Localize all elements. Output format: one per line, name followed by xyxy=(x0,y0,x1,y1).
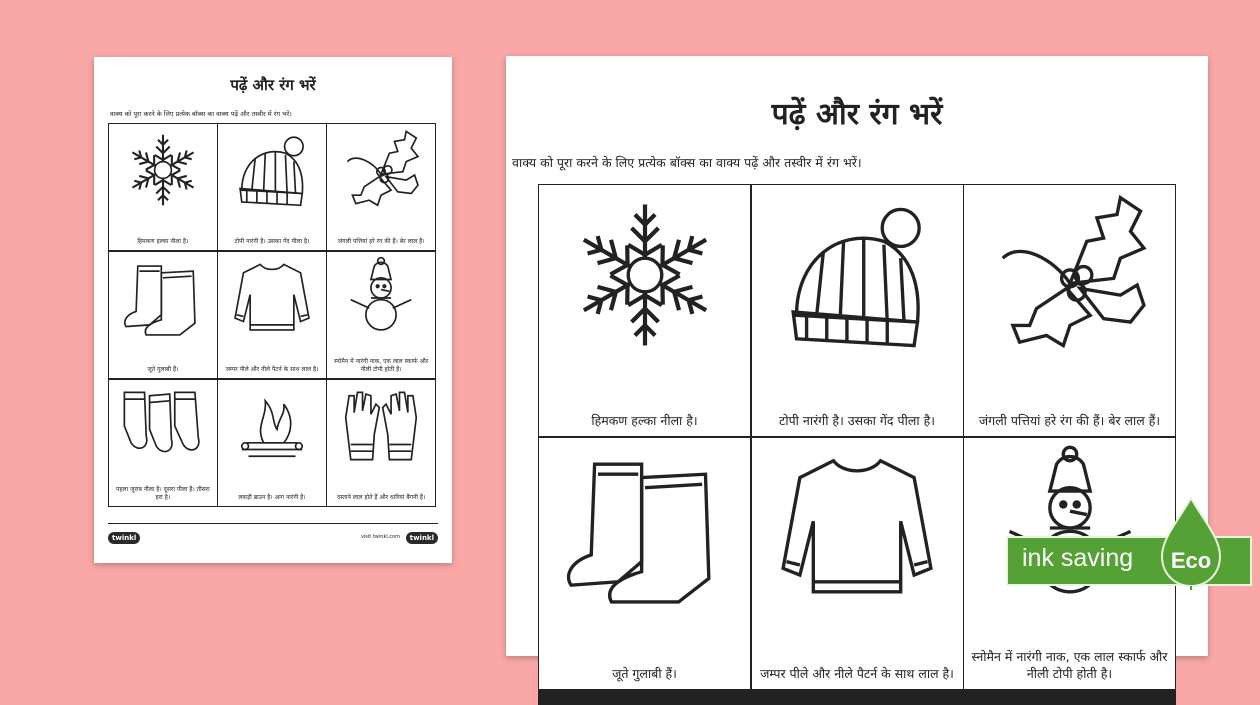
sweater-icon xyxy=(228,256,316,340)
cell-caption: स्नोमैन में नारंगी नाक, एक लाल स्कार्फ और नीली टोपी होती है। xyxy=(971,648,1168,681)
cell-caption: लकड़ी ब्राउन है। आग नारंगी है। xyxy=(238,493,306,501)
cell-caption: जम्पर पीले और नीले पैटर्न के साथ लाल है। xyxy=(760,665,954,681)
ink-saving-badge xyxy=(1006,496,1256,590)
grid-cell-large xyxy=(539,185,750,436)
cell-caption: हिमकण हल्का नीला है। xyxy=(591,413,698,429)
cell-caption: जंगली पत्तियां हरे रंग की हैं। बेर लाल हैं। xyxy=(337,238,425,246)
sweater-icon xyxy=(772,444,942,612)
footer-url: visit twinkl.com xyxy=(360,534,400,540)
grid-cell xyxy=(218,380,326,506)
twinkl-logo: twinkl xyxy=(108,532,140,544)
stockings-icon xyxy=(119,384,207,468)
worksheet-title-large: पढ़ें और रंग भरें xyxy=(771,97,943,132)
worksheet-footer xyxy=(108,523,438,554)
knit-hat-icon xyxy=(228,128,316,212)
fire-icon xyxy=(228,384,316,468)
grid-cell-large xyxy=(539,438,750,689)
twinkl-logo-right: twinkl xyxy=(406,532,438,544)
grid-cell xyxy=(327,124,435,250)
grid-cell xyxy=(109,252,217,378)
cell-caption: जूते गुलाबी हैं। xyxy=(147,366,179,374)
cell-caption: टोपी नारंगी है। उसका गेंद पीला है। xyxy=(234,238,310,246)
snowman-icon xyxy=(337,256,425,340)
grid-cell-large xyxy=(752,438,963,689)
worksheet-thumbnail[interactable] xyxy=(94,57,452,563)
worksheet-title: पढ़ें और रंग भरें xyxy=(230,76,316,94)
boots-icon xyxy=(119,256,207,340)
cell-caption: जंगली पत्तियां हरे रंग की हैं। बेर लाल हैं। xyxy=(978,413,1161,429)
grid-cell-large xyxy=(752,185,963,436)
grid-cell-large xyxy=(964,185,1175,436)
grid-cell xyxy=(109,124,217,250)
cell-caption: पहला जुराब नीला है। दूसरा पीला है। तीसरा हरा है। xyxy=(115,485,210,501)
knit-hat-icon xyxy=(772,191,942,359)
gloves-icon xyxy=(337,384,425,468)
grid-cell xyxy=(327,380,435,506)
ink-saving-text: ink saving xyxy=(1022,544,1134,572)
grid-cell xyxy=(218,252,326,378)
grid-cell xyxy=(218,124,326,250)
holly-icon xyxy=(985,191,1155,359)
cell-caption: टोपी नारंगी है। उसका गेंद पीला है। xyxy=(779,413,935,429)
cell-caption: जूते गुलाबी हैं। xyxy=(612,665,677,681)
worksheet-instruction: वाक्य को पूरा करने के लिए प्रत्येक बॉक्स का वाक्य पढ़ें और तस्वीर में रंग भरें। xyxy=(110,110,292,118)
holly-icon xyxy=(337,128,425,212)
cell-caption: हिमकण हल्का नीला है। xyxy=(137,238,189,246)
cell-caption: जम्पर पीले और नीले पैटर्न के साथ लाल है। xyxy=(225,366,319,374)
grid-cell xyxy=(327,252,435,378)
snowflake-icon xyxy=(560,191,730,359)
picture-grid xyxy=(108,123,436,507)
boots-icon xyxy=(560,444,730,612)
worksheet-instruction-large: वाक्य को पूरा करने के लिए प्रत्येक बॉक्स का वाक्य पढ़ें और तस्वीर में रंग भरें। xyxy=(512,155,862,170)
picture-grid-large xyxy=(538,184,1176,705)
cell-caption: दस्ताने लाल होते हैं और धारियां बैंगनी हैं। xyxy=(337,493,426,501)
eco-label: Eco xyxy=(1170,548,1212,573)
grid-cell xyxy=(109,380,217,506)
snowflake-icon xyxy=(119,128,207,212)
leaf-drop-icon xyxy=(1158,496,1224,590)
cell-caption: स्नोमैन में नारंगी नाक, एक लाल स्कार्फ और नीली टोपी होती है। xyxy=(334,357,429,374)
